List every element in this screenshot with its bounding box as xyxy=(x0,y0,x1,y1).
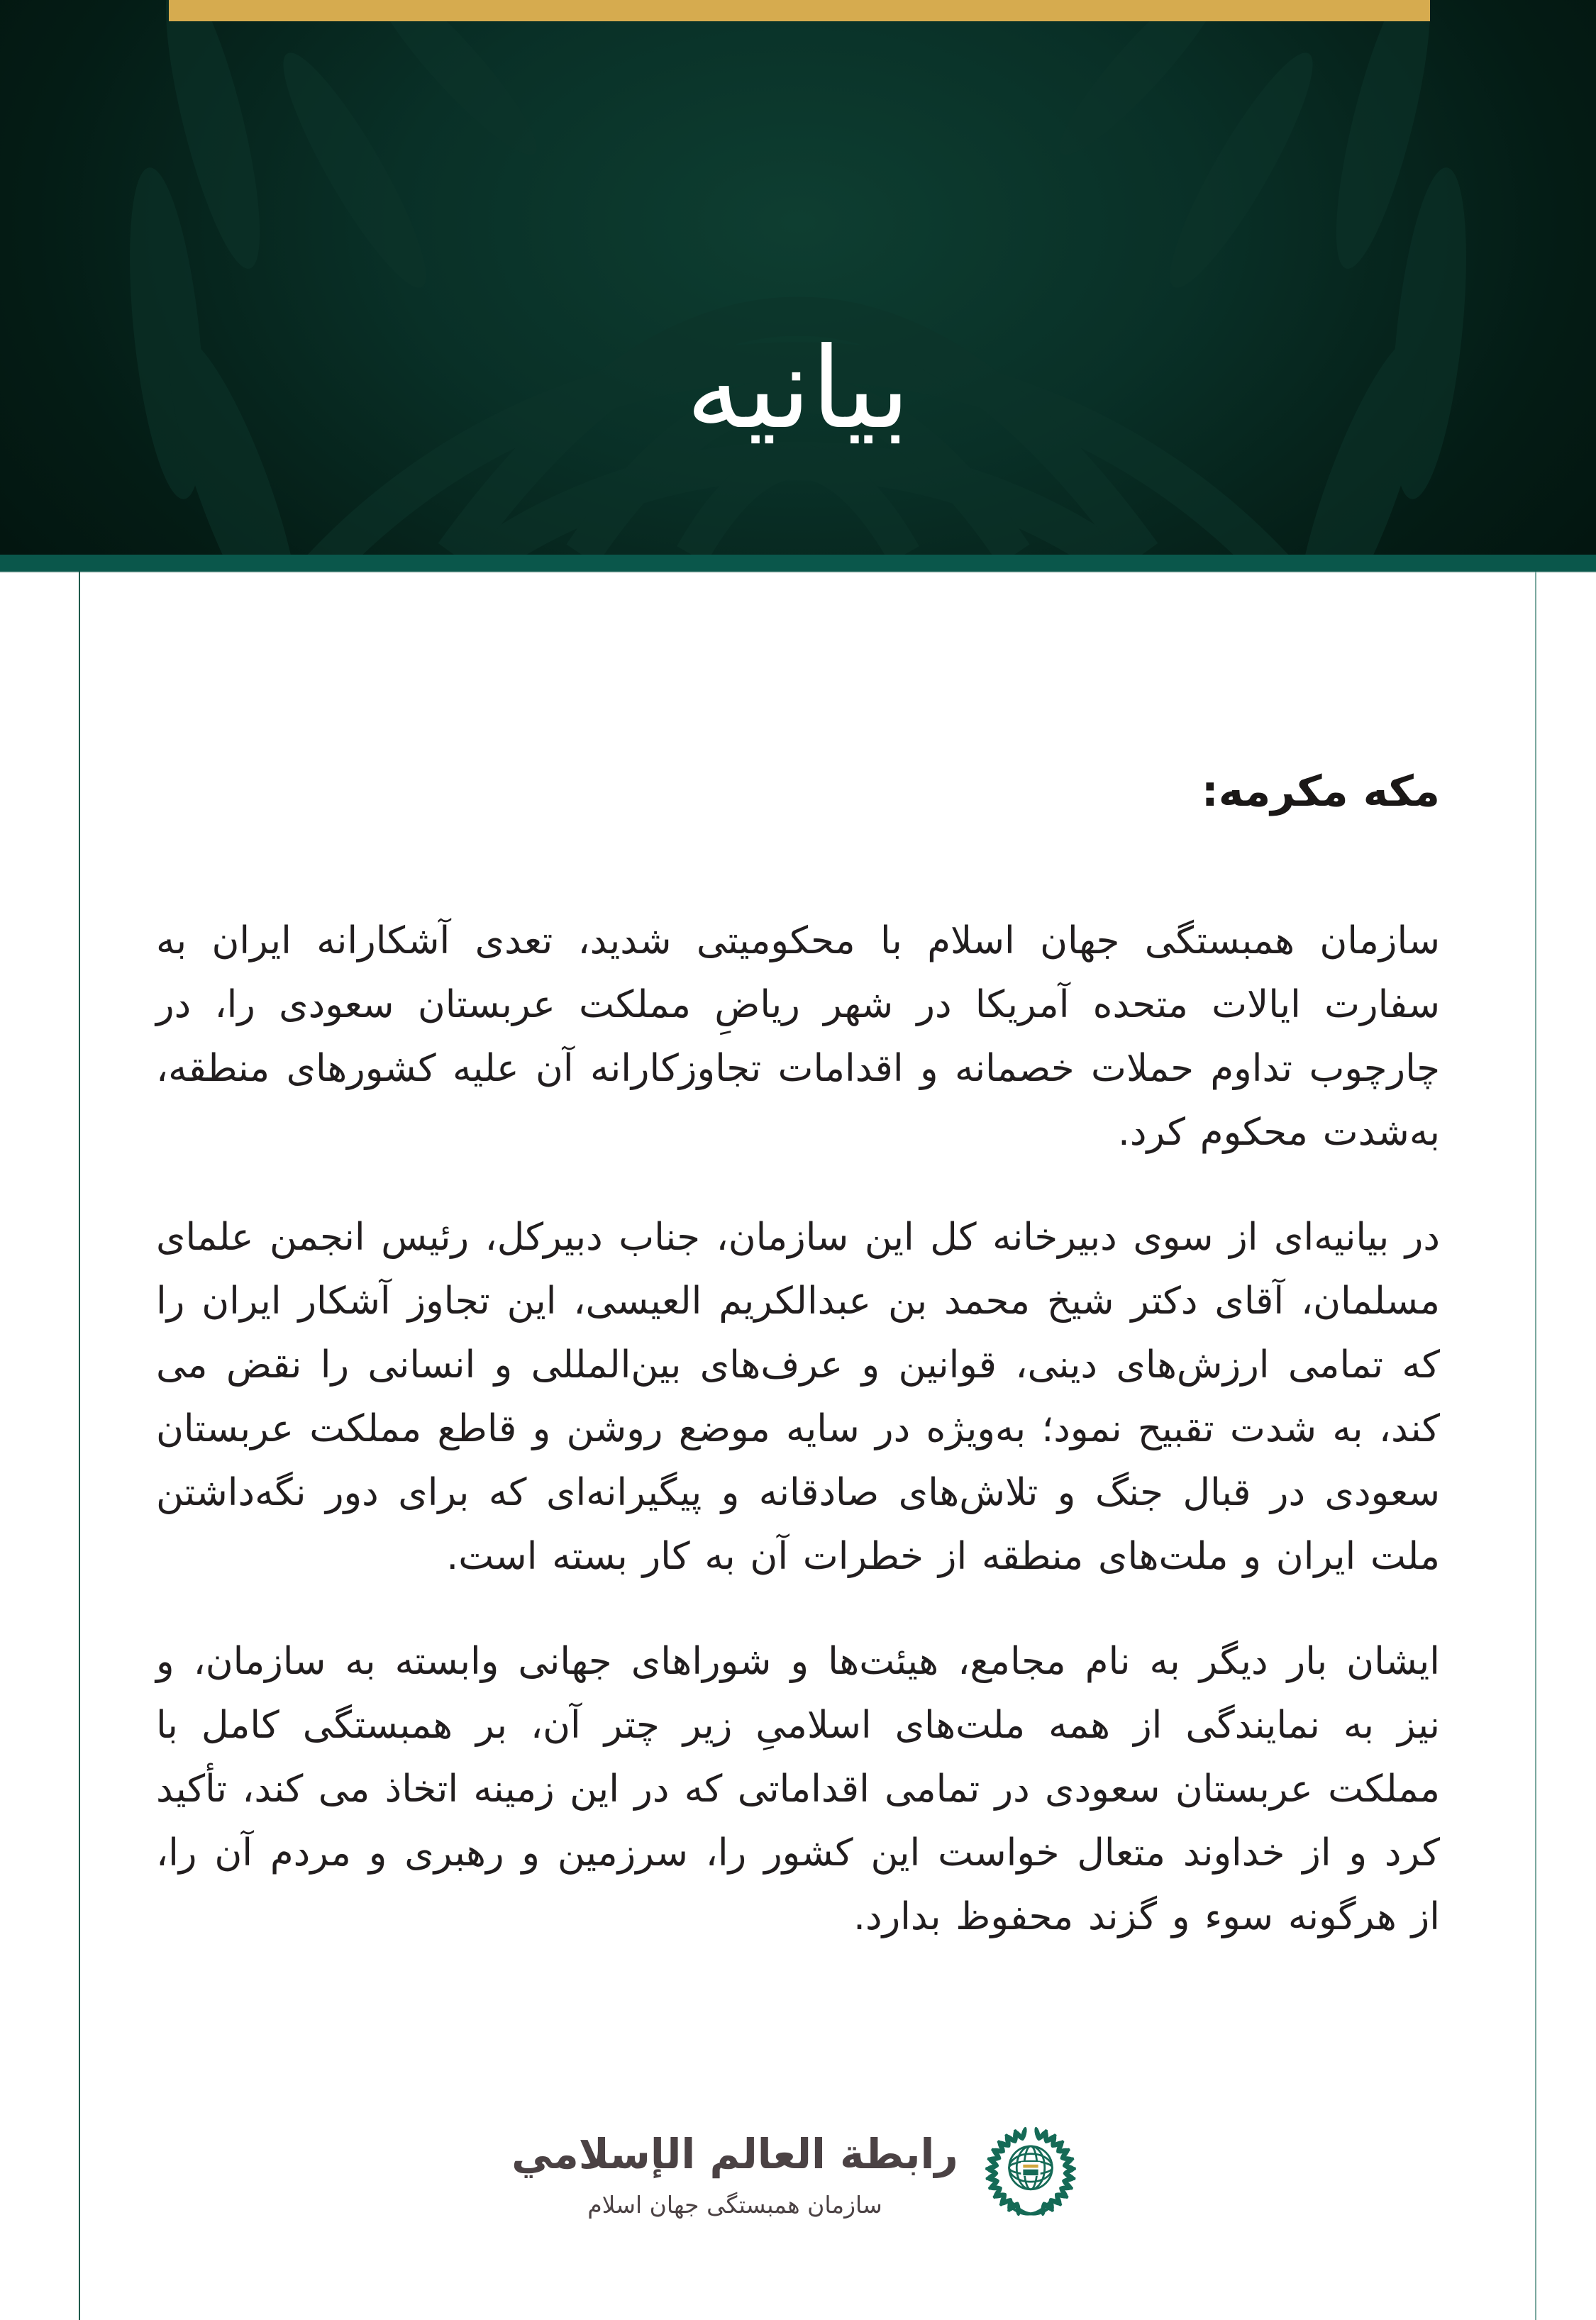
statement-paragraph: سازمان همبستگی جهان اسلام با محکومیتی شدید، تعدی آشکارانه ایران به سفارت ایالات متحده آمریکا در شهر ریاضِ مملکت عربستان سعودی را، در چارچوب تداوم حملات خصمانه و اقدامات تجاوزکارانه آن علیه کشورهای منطقه، به‌شدت محکوم کرد. xyxy=(156,919,1440,1154)
statement-body xyxy=(0,572,1596,2233)
mwl-organization-name: سازمان همبستگی جهان اسلام xyxy=(587,2191,882,2219)
salutation-heading: مکه مکرمه: xyxy=(1201,767,1440,816)
mwl-calligraphy: رابطة العالم الإسلامي xyxy=(511,2129,958,2178)
header-banner xyxy=(0,0,1596,555)
statement-paragraph: در بیانیه‌ای از سوی دبیرخانه کل این سازمان، جناب دبیرکل، رئیس انجمن علمای مسلمان، آقای دکتر شیخ محمد بن عبدالکریم العیسی، این تجاوز آشکار ایران را که تمامی ارزش‌های دینی، قوانین و عرف‌های بین‌المللی و انسانی را نقض می کند، به شدت تقبیح نمود؛ به‌ویژه در سایه موضع روشن و قاطع مملکت عربستان سعودی در قبال جنگ و تلاش‌های صادقانه و پیگیرانه‌ای که برای دور نگه‌داشتن ملت ایران و ملت‌های منطقه از خطرات آن به کار بسته است. xyxy=(156,1216,1440,1578)
statement-title: بیانیه xyxy=(685,323,911,454)
mwl-logo-text xyxy=(511,2128,958,2219)
statement-paragraph: ایشان بار دیگر به نام مجامع، هیئت‌ها و شوراهای جهانی وابسته به سازمان، و نیز به نمایندگی از همه ملت‌های اسلامیِ زیر چتر آن، بر همبستگی کامل با مملکت عربستان سعودی در تمامی اقداماتی که در این زمینه اتخاذ می کند، تأکید کرد و از خداوند متعال خواست این کشور را، سرزمین و رهبری و مردم آن را، از هرگونه سوء و گزند محفوظ بدارد. xyxy=(156,1640,1440,1938)
gold-accent-bar xyxy=(169,0,1430,21)
mwl-logo xyxy=(156,2114,1440,2233)
mwl-emblem-icon xyxy=(977,2114,1085,2233)
teal-divider-band xyxy=(0,555,1596,572)
